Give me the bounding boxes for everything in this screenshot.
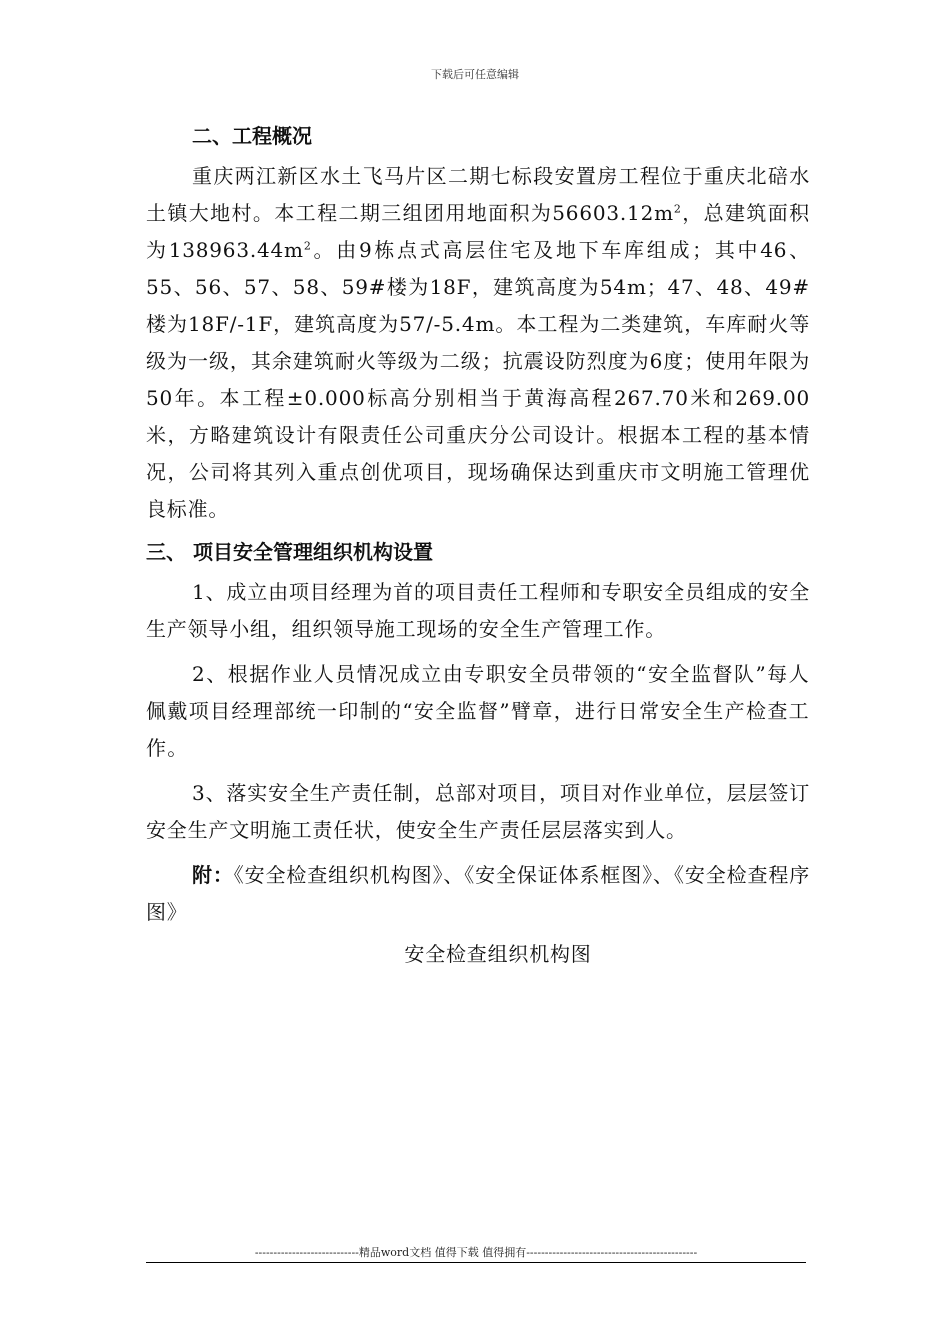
page-header: 下载后可任意编辑 [431, 68, 519, 81]
superscript-2a: 2 [673, 202, 682, 216]
section-title-organization: 三、 项目安全管理组织机构设置 [146, 540, 433, 564]
superscript-2b: 2 [303, 239, 312, 253]
overview-text-1: 重庆两江新区水土飞马片区二期七标段安置房工程位于重庆北碚水土镇大地村。本工程二期三组团用地面积为56603.12m [146, 164, 810, 225]
footer-divider [146, 1262, 806, 1263]
overview-paragraph [146, 158, 810, 528]
document-body [146, 112, 810, 969]
section-title-overview: 二、工程概况 [192, 124, 312, 148]
organization-paragraph-3: 3、落实安全生产责任制，总部对项目，项目对作业单位，层层签订安全生产文明施工责任状，使安全生产责任层层落实到人。 [146, 781, 810, 842]
organization-paragraph-1: 1、成立由项目经理为首的项目责任工程师和专职安全员组成的安全生产领导小组，组织领导施工现场的安全生产管理工作。 [146, 580, 810, 641]
page-footer: ----------------------------精品word文档 值得下载 值得拥有---------------------------------------------- [254, 1246, 698, 1259]
attachment-list: 《安全检查组织机构图》、《安全保证体系框图》、《安全检查程序图》 [146, 863, 811, 924]
overview-text-3: 。由9栋点式高层住宅及地下车库组成；其中46、55、56、57、58、59#楼为18F，建筑高度为54m；47、48、49#楼为18F/-1F，建筑高度为57/-5.4m。本工程为二类建筑，车库耐火等级为一级，其余建筑耐火等级为二级；抗震设防烈度为6度；使用年限为50年。本工程±0.000标高分别相当于黄海高程267.70米和269.00米，方略建筑设计有限责任公司重庆分公司设计。根据本工程的基本情况，公司将其列入重点创优项目，现场确保达到重庆市文明施工管理优良标准。 [146, 238, 811, 521]
attachment-label: 附： [192, 863, 234, 887]
figure-caption: 安全检查组织机构图 [404, 942, 592, 966]
organization-paragraph-2: 2、根据作业人员情况成立由专职安全员带领的“安全监督队”每人佩戴项目经理部统一印制的“安全监督”臂章，进行日常安全生产检查工作。 [146, 662, 810, 760]
overview-text-2: ，总建筑面积为138963.44m [146, 201, 810, 262]
attachment-paragraph [146, 857, 810, 931]
